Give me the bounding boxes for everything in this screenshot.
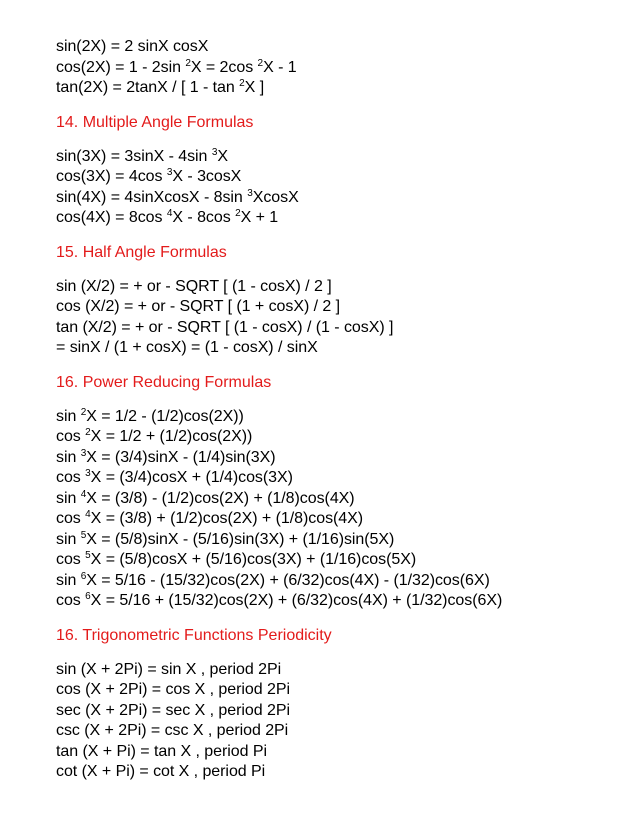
formula-line [56, 427, 626, 448]
formula-line [56, 660, 626, 681]
formula-text: cos(4X) = 8cos [56, 209, 167, 226]
formula-exponent: 3 [166, 167, 173, 178]
formula-section [56, 612, 626, 783]
formula-text: sin [56, 407, 81, 425]
formula-line [56, 58, 626, 79]
formula-exponent: 3 [80, 447, 87, 459]
formula-text: sec (X + 2Pi) = sec X , period 2Pi [56, 701, 290, 719]
formula-line [56, 147, 626, 168]
formula-line [56, 571, 626, 592]
formula-line [56, 530, 626, 551]
formula-text: cos (X + 2Pi) = cos X , period 2Pi [56, 681, 290, 698]
formula-text: cot (X + Pi) = cot X , period Pi [56, 763, 266, 780]
formula-text: X + 1 [240, 209, 279, 226]
formula-text: tan(2X) = 2tanX / [ 1 - tan [56, 79, 240, 96]
formula-line [56, 680, 626, 701]
formula-text: cos(2X) = 1 - 2sin [56, 58, 186, 76]
formula-text: X = (5/8)cosX + (5/16)cos(3X) + (1/16)cos(5X) [90, 551, 417, 568]
formula-section [56, 359, 626, 612]
formula-line [56, 318, 626, 339]
formula-text: X = 2cos [190, 58, 258, 76]
formula-exponent: 2 [257, 57, 264, 69]
formula-line [56, 489, 626, 510]
formula-text: X = 5/16 - (15/32)cos(2X) + (6/32)cos(4X) - (1/32)cos(6X) [86, 571, 490, 589]
section-heading: 14. Multiple Angle Formulas [56, 113, 254, 131]
formula-exponent: 4 [85, 509, 91, 520]
formula-exponent: 2 [239, 78, 245, 89]
formula-text: X = (3/4)cosX + (1/4)cos(3X) [90, 469, 293, 486]
formula-line [56, 37, 626, 58]
formula-text: X - 8cos [172, 209, 236, 226]
formula-line [56, 550, 626, 571]
formula-exponent: 2 [80, 406, 87, 418]
formula-text: cos(3X) = 4cos [56, 168, 167, 185]
formula-line [56, 448, 626, 469]
formula-text: X = 1/2 - (1/2)cos(2X)) [86, 407, 244, 425]
formula-text: sin [56, 448, 81, 466]
formula-text: XcosX [252, 188, 299, 206]
formula-exponent: 2 [185, 57, 191, 69]
formula-text: X = 5/16 + (15/32)cos(2X) + (6/32)cos(4X) + (1/32)cos(6X) [90, 592, 503, 609]
formula-exponent: 2 [235, 208, 241, 219]
formula-section [56, 99, 626, 229]
formula-line [56, 591, 626, 612]
formula-text: X = (3/8) - (1/2)cos(2X) + (1/8)cos(4X) [86, 489, 355, 507]
formula-exponent: 3 [247, 187, 253, 199]
formula-text: sin(2X) = 2 sinX cosX [56, 38, 209, 55]
formula-line [56, 188, 626, 209]
formula-line [56, 509, 626, 530]
formula-exponent: 6 [85, 591, 91, 602]
formula-text: cos (X/2) = + or - SQRT [ (1 + cosX) / 2 ] [56, 298, 341, 315]
formula-section [56, 229, 626, 359]
formula-line [56, 277, 626, 298]
formula-line [56, 701, 626, 722]
formula-line [56, 167, 626, 188]
formula-text: X = (3/8) + (1/2)cos(2X) + (1/8)cos(4X) [90, 510, 364, 527]
formula-text: = sinX / (1 + cosX) = (1 - cosX) / sinX [56, 339, 318, 356]
formula-exponent: 2 [85, 427, 91, 438]
formula-text: csc (X + 2Pi) = csc X , period 2Pi [56, 722, 289, 739]
formula-exponent: 4 [80, 488, 87, 500]
formula-text: X ] [244, 79, 265, 96]
formula-text: cos [56, 551, 86, 568]
section-heading: 15. Half Angle Formulas [56, 243, 227, 261]
formula-text: sin(4X) = 4sinXcosX - 8sin [56, 188, 248, 206]
section-heading: 16. Power Reducing Formulas [56, 373, 272, 391]
formula-exponent: 3 [85, 468, 91, 479]
formula-line [56, 742, 626, 763]
formula-text: cos [56, 510, 86, 527]
formula-exponent: 5 [85, 550, 91, 561]
formula-line [56, 762, 626, 783]
formula-section [56, 37, 626, 99]
formula-text: X - 3cosX [172, 168, 242, 185]
formula-text: X [217, 147, 228, 165]
formula-exponent: 4 [166, 208, 173, 219]
formula-text: sin (X + 2Pi) = sin X , period 2Pi [56, 660, 282, 678]
formula-line [56, 208, 626, 229]
formula-text: sin [56, 530, 81, 548]
formula-text: sin [56, 571, 81, 589]
formula-exponent: 6 [80, 570, 87, 582]
formula-text: X = (5/8)sinX - (5/16)sin(3X) + (1/16)sin(5X) [86, 530, 395, 548]
document-page [56, 37, 626, 783]
section-heading: 16. Trigonometric Functions Periodicity [56, 626, 332, 644]
formula-line [56, 78, 626, 99]
formula-text: cos [56, 469, 86, 486]
formula-text: X = (3/4)sinX - (1/4)sin(3X) [86, 448, 276, 466]
formula-text: cos [56, 592, 86, 609]
formula-text: sin [56, 489, 81, 507]
formula-line [56, 721, 626, 742]
formula-line [56, 407, 626, 428]
formula-line [56, 297, 626, 318]
formula-text: X - 1 [263, 58, 297, 76]
formula-exponent: 3 [211, 146, 218, 158]
formula-text: sin(3X) = 3sinX - 4sin [56, 147, 212, 165]
formula-text: sin (X/2) = + or - SQRT [ (1 - cosX) / 2 ] [56, 277, 332, 295]
formula-text: cos [56, 428, 86, 445]
formula-text: X = 1/2 + (1/2)cos(2X)) [90, 428, 253, 445]
formula-text: tan (X + Pi) = tan X , period Pi [56, 742, 267, 760]
formula-text: tan (X/2) = + or - SQRT [ (1 - cosX) / (1 - cosX) ] [56, 318, 394, 336]
formula-line [56, 468, 626, 489]
formula-exponent: 5 [80, 529, 87, 541]
formula-line [56, 338, 626, 359]
